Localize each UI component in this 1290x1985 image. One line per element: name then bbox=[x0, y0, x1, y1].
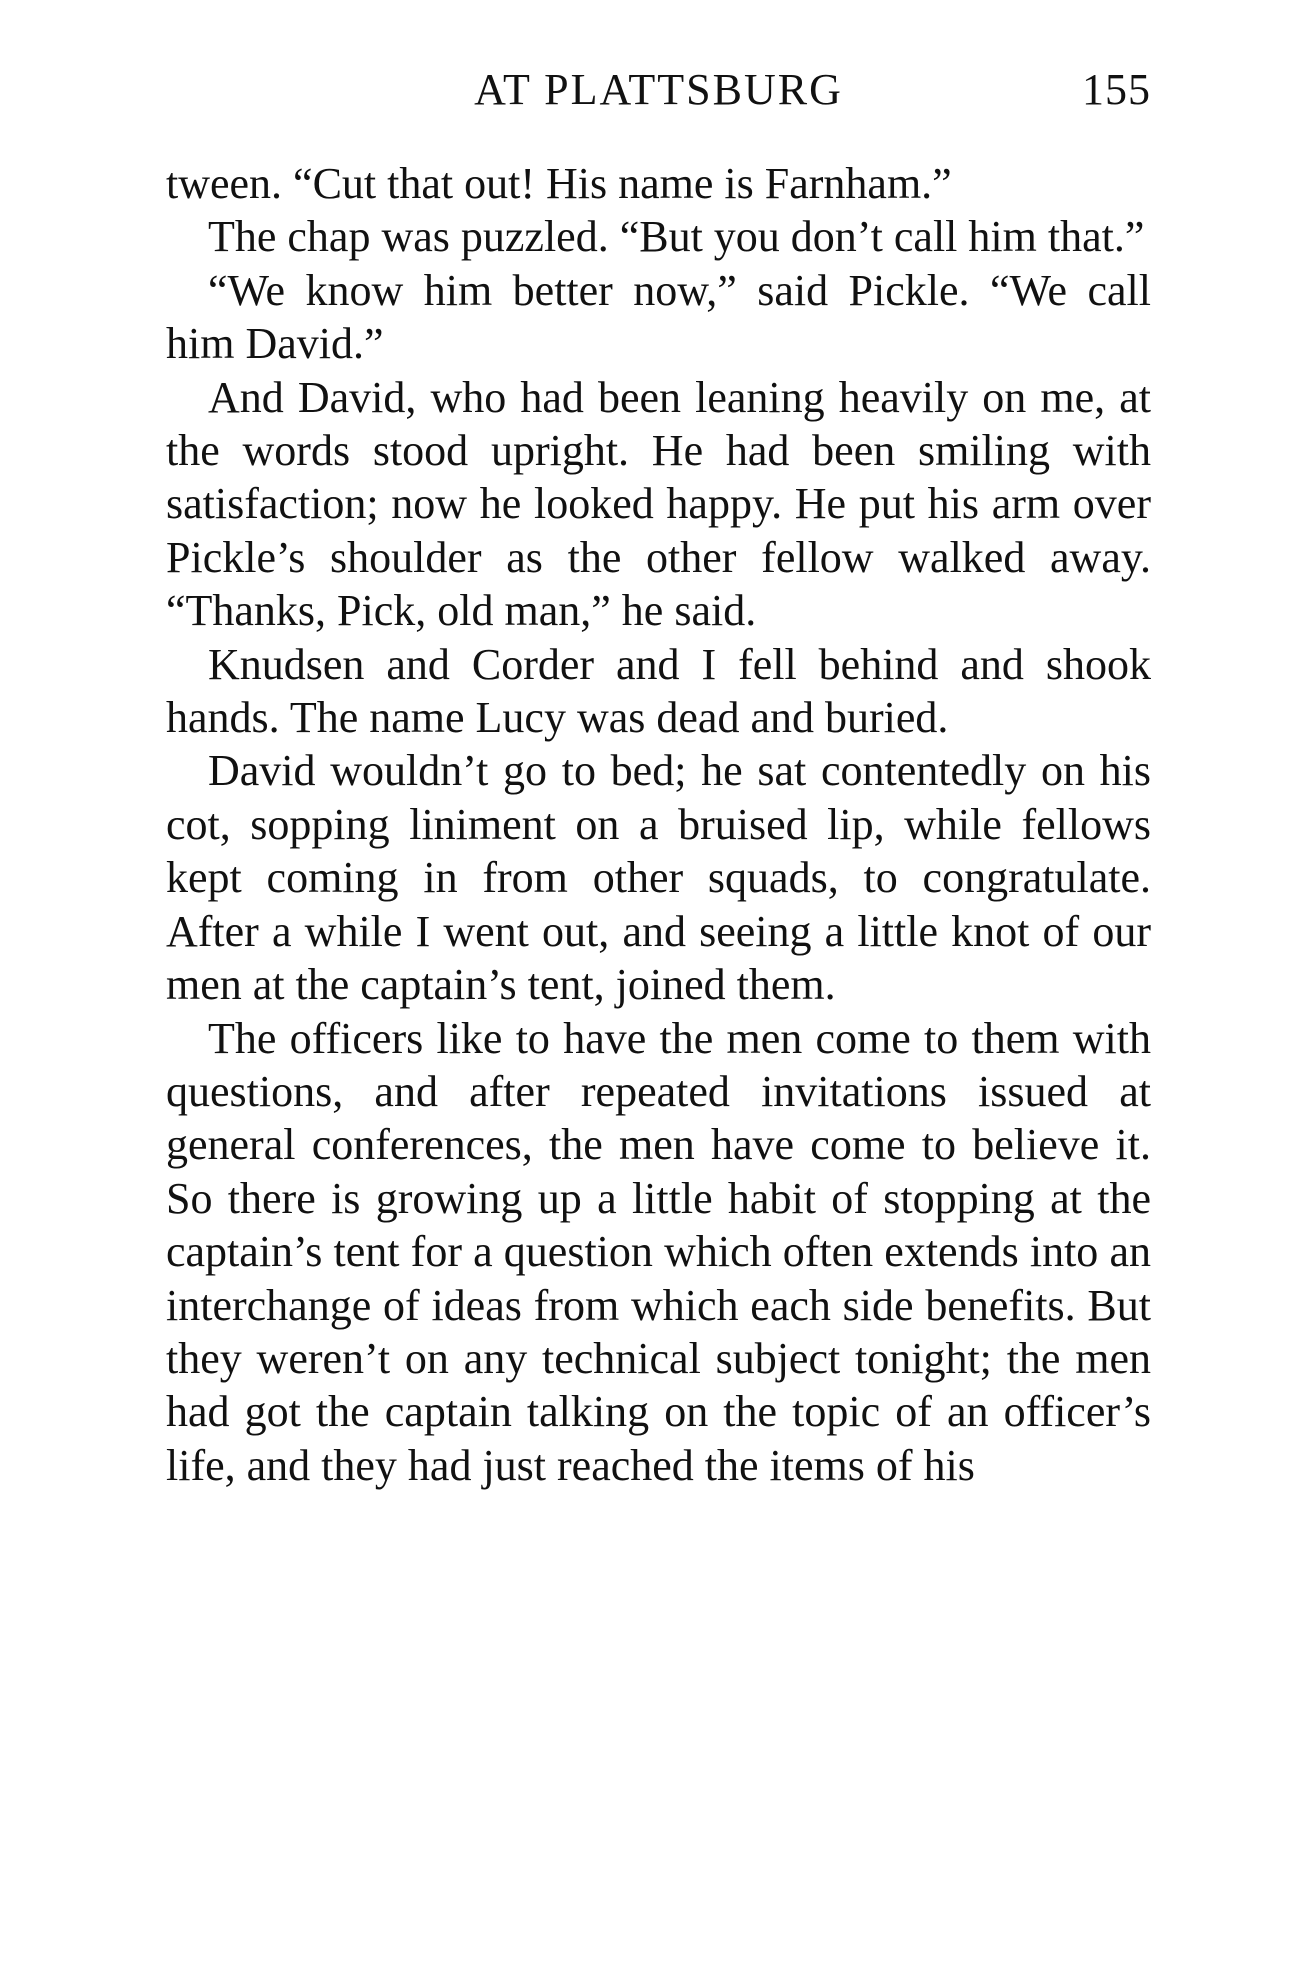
paragraph: The officers like to have the men come to them with questions, and after repeated invitations issued at general conferences, the men have come to believe it. So there is growing up a little habit of stopping at the captain’s tent for a question which often extends into an interchange of ideas from which each side benefits. But they weren’t on any technical subject tonight; the men had got the captain talking on the topic of an officer’s life, and they had just reached the items of his bbox=[166, 1013, 1151, 1490]
paragraph: “We know him better now,” said Pickle. “We call him David.” bbox=[166, 265, 1151, 369]
paragraph: The chap was puzzled. “But you don’t call him that.” bbox=[208, 212, 1145, 262]
paragraph: David wouldn’t go to bed; he sat contentedly on his cot, sopping liniment on a bruised lip, while fellows kept coming in from other squads, to congratulate. After a while I went out, and seeing a little knot of our men at the captain’s tent, joined them. bbox=[166, 746, 1151, 1010]
running-head bbox=[166, 60, 1151, 120]
paragraph: Knudsen and Corder and I fell behind and shook hands. The name Lucy was dead and buried. bbox=[166, 639, 1151, 743]
running-title: AT PLATTSBURG bbox=[474, 65, 843, 114]
paragraph-continuation: tween. “Cut that out! His name is Farnham.” bbox=[166, 159, 952, 208]
paragraph: And David, who had been leaning heavily on me, at the words stood upright. He had been smiling with satisfaction; now he looked happy. He put his arm over Pickle’s shoulder as the other fellow walked away. “Thanks, Pick, old man,” he said. bbox=[166, 372, 1151, 636]
page-number: 155 bbox=[1082, 65, 1151, 114]
body-text bbox=[166, 157, 1151, 1492]
